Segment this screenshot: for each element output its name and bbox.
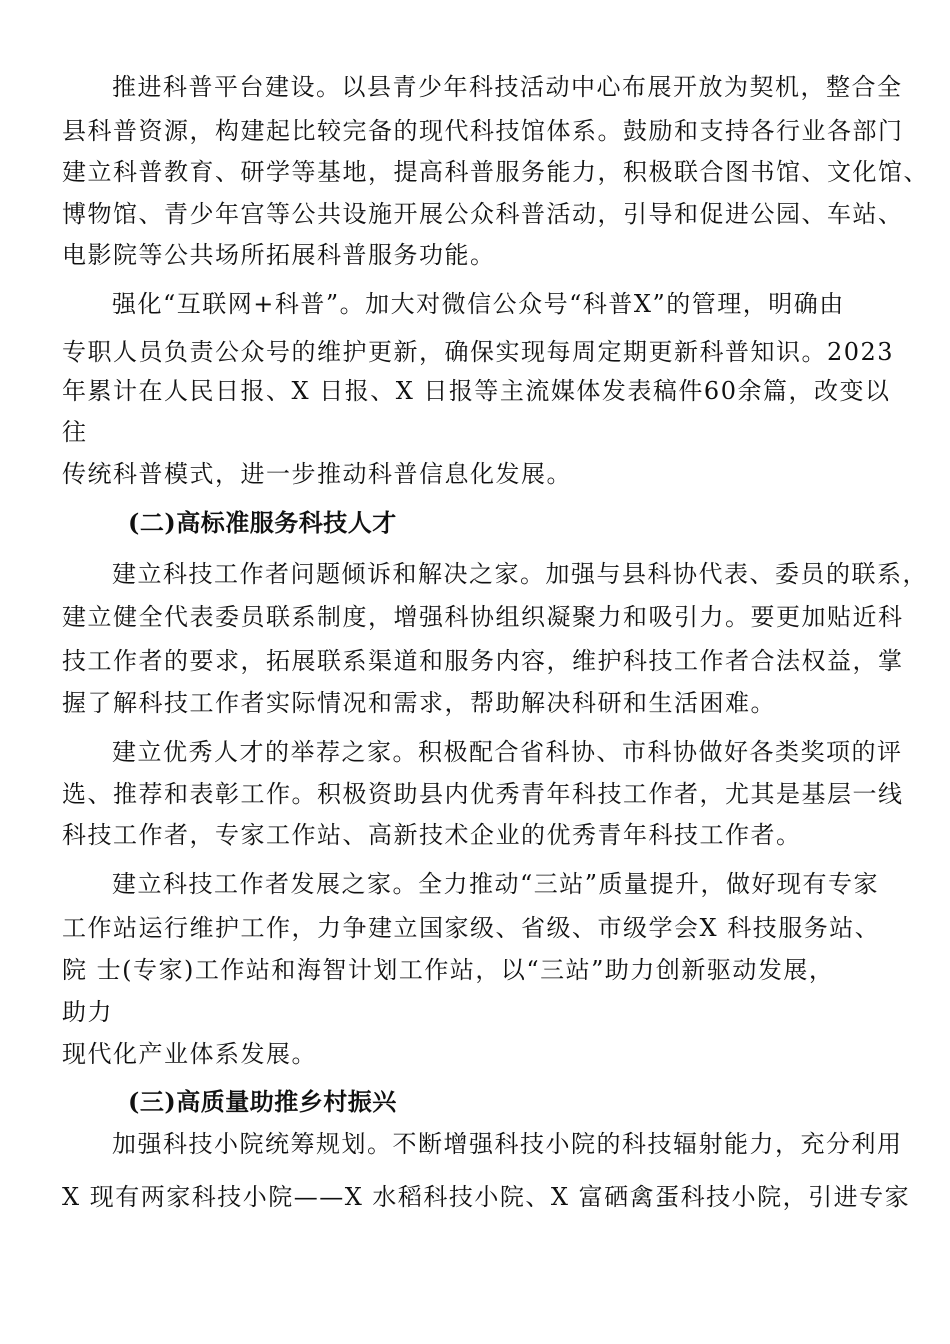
paragraph-line: 选、推荐和表彰工作。积极资助县内优秀青年科技工作者，尤其是基层一线 bbox=[62, 780, 904, 808]
paragraph-line: 建立优秀人才的举荐之家。积极配合省科协、市科协做好各类奖项的评 bbox=[112, 738, 903, 766]
paragraph-line: 年累计在人民日报、X 日报、X 日报等主流媒体发表稿件60余篇，改变以 bbox=[62, 377, 891, 405]
paragraph-line: 工作站运行维护工作，力争建立国家级、省级、市级学会X 科技服务站、 bbox=[62, 914, 881, 942]
paragraph-line: 建立健全代表委员联系制度，增强科协组织凝聚力和吸引力。要更加贴近科 bbox=[62, 603, 904, 631]
paragraph-line: 院 士(专家)工作站和海智计划工作站，以“三站”助力创新驱动发展， bbox=[62, 956, 835, 984]
paragraph-line: 助力 bbox=[62, 998, 113, 1026]
paragraph-line: 技工作者的要求，拓展联系渠道和服务内容，维护科技工作者合法权益，掌 bbox=[62, 647, 904, 675]
paragraph-line: 县科普资源，构建起比较完备的现代科技馆体系。鼓励和支持各行业各部门 bbox=[62, 117, 904, 145]
paragraph-line: 推进科普平台建设。以县青少年科技活动中心布展开放为契机，整合全 bbox=[112, 73, 903, 101]
section-heading: (三)高质量助推乡村振兴 bbox=[128, 1087, 397, 1116]
paragraph-line: 建立科普教育、研学等基地，提高科普服务能力，积极联合图书馆、文化馆、 bbox=[62, 158, 929, 186]
paragraph-line: 传统科普模式，进一步推动科普信息化发展。 bbox=[62, 460, 572, 488]
paragraph-line: 科技工作者，专家工作站、高新技术企业的优秀青年科技工作者。 bbox=[62, 821, 802, 849]
section-heading: (二)高标准服务科技人才 bbox=[128, 508, 397, 537]
paragraph-line: 博物馆、青少年宫等公共设施开展公众科普活动，引导和促进公园、车站、 bbox=[62, 200, 904, 228]
paragraph-line: 专职人员负责公众号的维护更新，确保实现每周定期更新科普知识。2023 bbox=[62, 338, 895, 366]
paragraph-line: 建立科技工作者问题倾诉和解决之家。加强与县科协代表、委员的联系， bbox=[112, 560, 928, 588]
paragraph-line: 加强科技小院统筹规划。不断增强科技小院的科技辐射能力，充分利用 bbox=[112, 1130, 903, 1158]
paragraph-line: 握了解科技工作者实际情况和需求，帮助解决科研和生活困难。 bbox=[62, 689, 776, 717]
paragraph-line: X 现有两家科技小院——X 水稻科技小院、X 富硒禽蛋科技小院，引进专家 bbox=[62, 1183, 911, 1211]
paragraph-line: 现代化产业体系发展。 bbox=[62, 1040, 317, 1068]
paragraph-line: 往 bbox=[62, 418, 88, 446]
paragraph-line: 强化“互联网+科普”。加大对微信公众号“科普X”的管理，明确由 bbox=[112, 290, 845, 318]
paragraph-line: 电影院等公共场所拓展科普服务功能。 bbox=[62, 241, 496, 269]
paragraph-line: 建立科技工作者发展之家。全力推动“三站”质量提升，做好现有专家 bbox=[112, 870, 880, 898]
